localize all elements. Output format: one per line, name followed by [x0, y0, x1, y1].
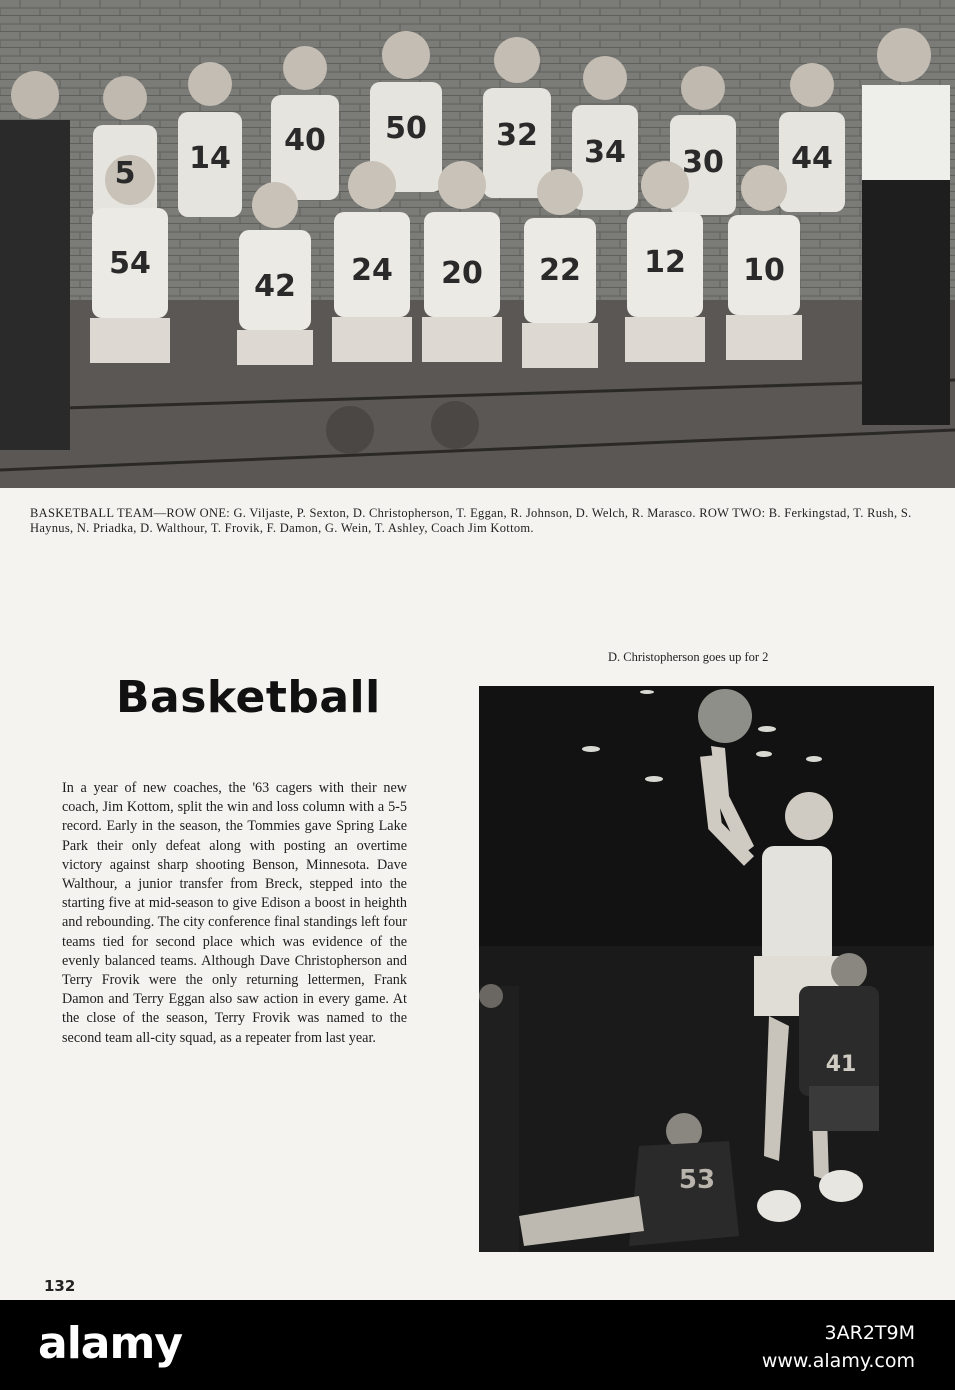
page-title: Basketball [116, 672, 381, 723]
jersey-number: 40 [284, 123, 326, 158]
opponent-jersey-number: 41 [825, 1052, 857, 1077]
team-photo [0, 0, 955, 488]
jersey-number: 5 [114, 156, 136, 191]
action-photo [479, 686, 934, 1252]
team-photo-illustration [0, 0, 955, 488]
basketball-right [431, 401, 479, 449]
jersey-number: 22 [539, 253, 581, 288]
jersey-number: 50 [385, 111, 427, 146]
article-body: In a year of new coaches, the '63 cagers with their new coach, Jim Kottom, split the win and loss column with a 5-5 record. Early in the season, the Tommies gave Spring Lake Park their only defeat along with posting an overtime victory against sharp shooting Benson, Minnesota. Dave Walthour, a junior transfer from Breck, stepped into the starting five at mid-season to give Edison a boost in heighth and rebounding. The city conference final standings left four teams tied for second place which was evidence of the evenly balanced teams. Although Dave Christopherson and Terry Frovik were the only returning lettermen, Frank Damon and Terry Eggan also saw action in every game. At the close of the season, Terry Frovik was named to the second team all-city squad, as a repeater from last year. [62, 780, 407, 1046]
jersey-number: 24 [351, 253, 393, 288]
basketball-left [326, 406, 374, 454]
jersey-number: 14 [189, 141, 231, 176]
jersey-number: 20 [441, 256, 483, 291]
action-photo-caption: D. Christopherson goes up for 2 [608, 650, 769, 664]
image-id: 3AR2T9M [824, 1322, 915, 1344]
jersey-number: 10 [743, 253, 785, 288]
action-photo-illustration [479, 686, 934, 1252]
jersey-number: 44 [791, 141, 833, 176]
jersey-number: 42 [254, 269, 296, 304]
jersey-number: 32 [496, 118, 538, 153]
watermark-footer [0, 1300, 955, 1390]
team-caption: BASKETBALL TEAM—ROW ONE: G. Viljaste, P. Sexton, D. Christopherson, T. Eggan, R. Johnson, D. Welch, R. Marasco. ROW TWO: B. Ferkingstad, T. Rush, S. Haynus, N. Priadka, D. Walthour, T. Frovik, F. Damon, G. Wein, T. Ashley, Coach Jim Kottom. [30, 506, 912, 535]
jersey-number: 34 [584, 135, 626, 170]
watermark-url: www.alamy.com [761, 1350, 915, 1372]
jersey-number: 30 [682, 145, 724, 180]
jersey-number: 54 [109, 246, 151, 281]
basketball [698, 689, 752, 743]
jersey-number: 12 [644, 245, 686, 280]
alamy-logo: alamy [38, 1318, 182, 1369]
page-number: 132 [44, 1277, 76, 1295]
opponent-jersey-number: 53 [678, 1165, 716, 1195]
